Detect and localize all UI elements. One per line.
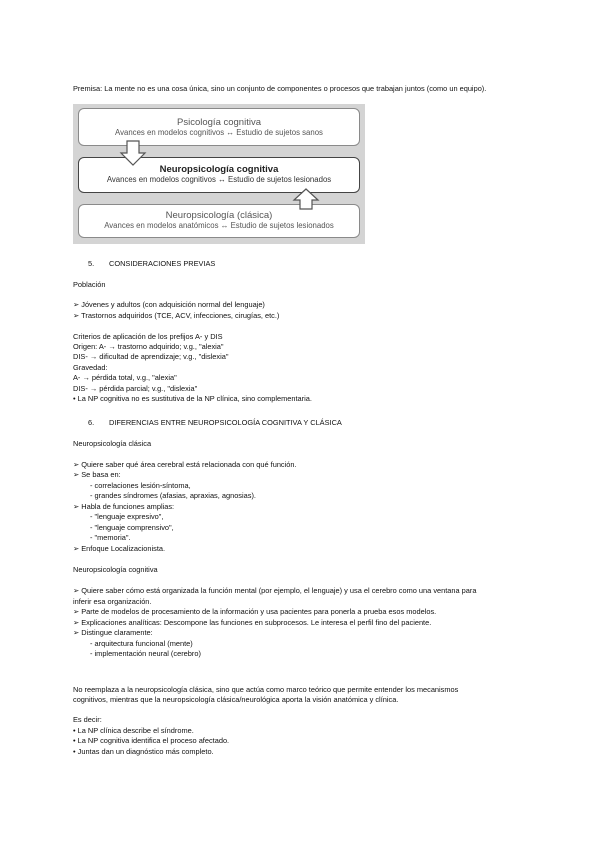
box-title: Neuropsicología (clásica) <box>165 210 273 221</box>
list-item: ➢ Explicaciones analíticas: Descompone las funciones en subprocesos. Le interesa el perfil fino del paciente. <box>73 618 432 627</box>
list-item: - "lenguaje comprensivo", <box>90 523 174 532</box>
box-subtitle: Avances en modelos cognitivos ↔ Estudio de sujetos sanos <box>115 128 323 137</box>
conclusion-line: No reemplaza a la neuropsicología clásica, sino que actúa como marco teórico que permite entender los mecanismos <box>73 685 459 694</box>
clasica-heading: Neuropsicología clásica <box>73 439 152 448</box>
es-decir-line: • Juntas dan un diagnóstico más completo. <box>73 747 214 756</box>
criterios-line: Gravedad: <box>73 363 108 372</box>
list-item: ➢ Se basa en: <box>73 470 121 479</box>
box-title: Psicología cognitiva <box>177 117 261 128</box>
list-item: ➢ Jóvenes y adultos (con adquisición normal del lenguaje) <box>73 300 265 309</box>
criterios-line: Criterios de aplicación de los prefijos A- y DIS <box>73 332 223 341</box>
list-item: - "memoria". <box>90 533 131 542</box>
poblacion-heading: Población <box>73 280 106 289</box>
criterios-line: Origen: A- → trastorno adquirido; v.g., "alexia" <box>73 342 224 351</box>
list-item: ➢ Quiere saber qué área cerebral está relacionada con qué función. <box>73 460 297 469</box>
list-item: - "lenguaje expresivo", <box>90 512 164 521</box>
section5-title: CONSIDERACIONES PREVIAS <box>109 259 216 268</box>
es-decir-line: • La NP clínica describe el síndrome. <box>73 726 194 735</box>
criterios-line: • La NP cognitiva no es sustitutiva de la NP clínica, sino complementaria. <box>73 394 312 403</box>
criterios-line: A- → pérdida total, v.g., "alexia" <box>73 373 177 382</box>
list-item: ➢ Habla de funciones amplias: <box>73 502 175 511</box>
list-item: inferir esa organización. <box>73 597 152 606</box>
es-decir-line: Es decir: <box>73 715 102 724</box>
list-item: - arquitectura funcional (mente) <box>90 639 193 648</box>
conclusion-line: cognitivos, mientras que la neuropsicología clásica/neurológica aporta la visión anatómica y clínica. <box>73 695 399 704</box>
es-decir-line: • La NP cognitiva identifica el proceso afectado. <box>73 736 230 745</box>
arrow-down-icon <box>119 140 147 166</box>
section6-number: 6. <box>88 418 95 427</box>
box-subtitle: Avances en modelos cognitivos ↔ Estudio de sujetos lesionados <box>106 175 332 184</box>
list-item: - implementación neural (cerebro) <box>90 649 201 658</box>
list-item: - grandes síndromes (afasias, apraxias, agnosias). <box>90 491 256 500</box>
list-item: ➢ Distingue claramente: <box>73 628 153 637</box>
list-item: - correlaciones lesión-síntoma, <box>90 481 191 490</box>
cognitive-diagram <box>73 104 365 244</box>
list-item: ➢ Trastornos adquiridos (TCE, ACV, infecciones, cirugías, etc.) <box>73 311 280 320</box>
arrow-up-icon <box>292 188 320 210</box>
criterios-line: DIS- → dificultad de aprendizaje; v.g., "dislexia" <box>73 352 229 361</box>
section6-title: DIFERENCIAS ENTRE NEUROPSICOLOGÍA COGNITIVA Y CLÁSICA <box>109 418 342 427</box>
list-item: ➢ Parte de modelos de procesamiento de la información y usa pacientes para ponerla a prueba esos modelos. <box>73 607 437 616</box>
criterios-line: DIS- → pérdida parcial; v.g., "dislexia" <box>73 384 198 393</box>
cognitiva-heading: Neuropsicología cognitiva <box>73 565 158 574</box>
list-item: ➢ Quiere saber cómo está organizada la función mental (por ejemplo, el lenguaje) y usa el cerebro como una ventana para <box>73 586 477 595</box>
list-item: ➢ Enfoque Localizacionista. <box>73 544 166 553</box>
section5-number: 5. <box>88 259 95 268</box>
box-title: Neuropsicología cognitiva <box>159 164 279 175</box>
premise-text: Premisa: La mente no es una cosa única, sino un conjunto de componentes o procesos que trabajan juntos (como un equipo). <box>73 84 487 93</box>
box-subtitle: Avances en modelos anatómicos ↔ Estudio de sujetos lesionados <box>104 221 334 230</box>
